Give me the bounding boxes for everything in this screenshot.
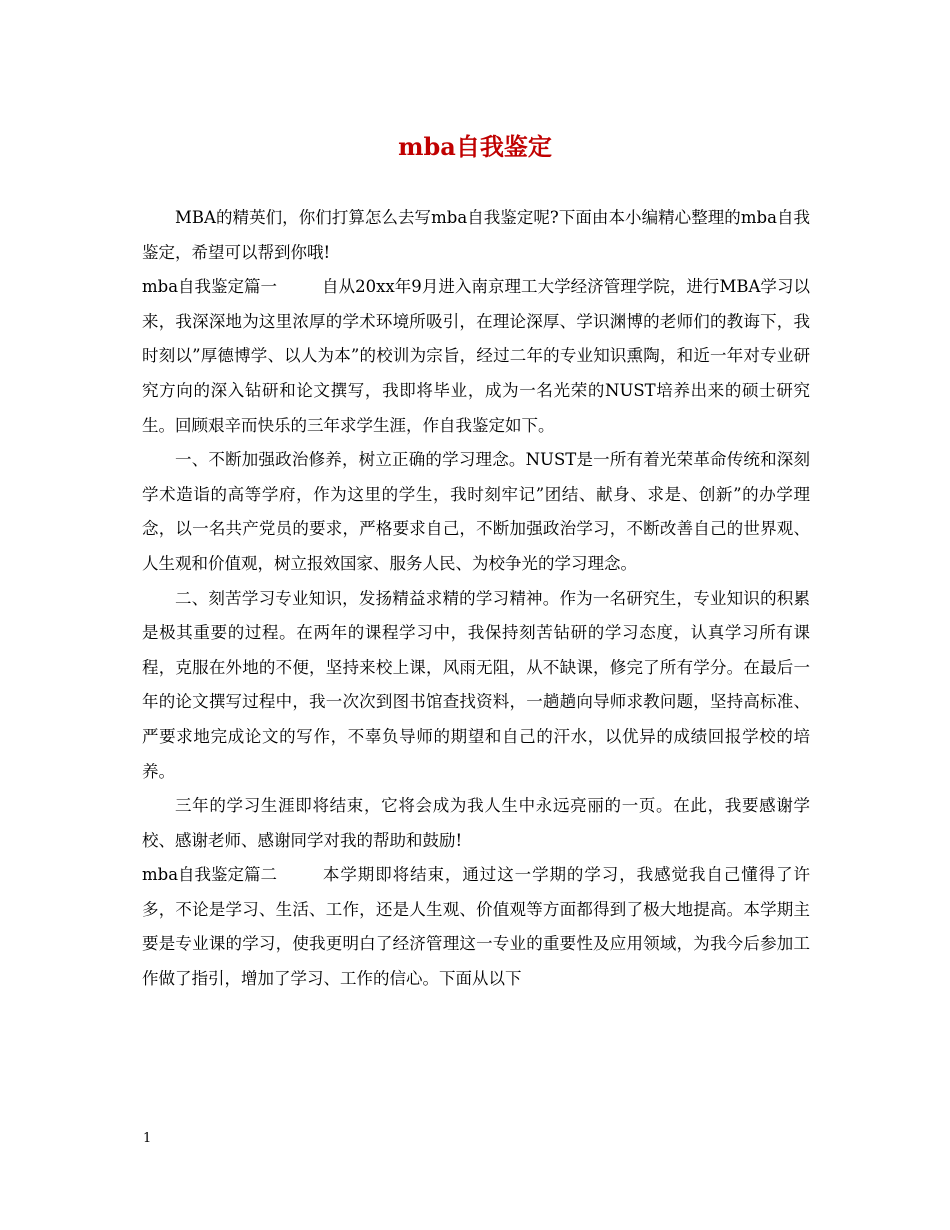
paragraph-intro xyxy=(142,201,810,270)
paragraph-conclusion xyxy=(142,789,810,858)
section-heading: mba自我鉴定篇一 xyxy=(142,277,278,297)
paragraph-point-one xyxy=(142,443,810,581)
paragraph-text: 二、刻苦学习专业知识，发扬精益求精的学习精神。作为一名研究生，专业知识的积累是极其重要的过程。在两年的课程学习中，我保持刻苦钻研的学习态度，认真学习所有课程，克服在外地的不便，坚持来校上课，风雨无阻，从不缺课，修完了所有学分。在最后一年的论文撰写过程中，我一次次到图书馆查找资料，一趟趟向导师求教问题，坚持高标准、严要求地完成论文的写作，不辜负导师的期望和自己的汗水，以优异的成绩回报学校的培养。 xyxy=(142,588,810,781)
page-number: 1 xyxy=(143,1131,152,1146)
paragraph-text: 本学期即将结束，通过这一学期的学习，我感觉我自己懂得了许多，不论是学习、生活、工作，还是人生观、价值观等方面都得到了极大地提高。本学期主要是专业课的学习，使我更明白了经济管理这一专业的重要性及应用领域，为我今后参加工作做了指引，增加了学习、工作的信心。下面从以下 xyxy=(142,865,810,989)
document-title: mba自我鉴定 xyxy=(398,132,552,161)
paragraph-section-one xyxy=(142,270,810,443)
paragraph-text: 自从20xx年9月进入南京理工大学经济管理学院，进行MBA学习以来，我深深地为这里浓厚的学术环境所吸引，在理论深厚、学识渊博的老师们的教诲下，我时刻以”厚德博学、以人为本”的校训为宗旨，经过二年的专业知识熏陶，和近一年对专业研究方向的深入钻研和论文撰写，我即将毕业，成为一名光荣的NUST培养出来的硕士研究生。回顾艰辛而快乐的三年求学生涯，作自我鉴定如下。 xyxy=(142,277,810,435)
paragraph-text: 三年的学习生涯即将结束，它将会成为我人生中永远亮丽的一页。在此，我要感谢学校、感谢老师、感谢同学对我的帮助和鼓励! xyxy=(142,796,810,850)
section-heading: mba自我鉴定篇二 xyxy=(142,865,278,885)
paragraph-point-two xyxy=(142,582,810,790)
document-body xyxy=(142,201,810,997)
paragraph-text: 一、不断加强政治修养，树立正确的学习理念。NUST是一所有着光荣革命传统和深刻学术造诣的高等学府，作为这里的学生，我时刻牢记”团结、献身、求是、创新”的办学理念，以一名共产党员的要求，严格要求自己，不断加强政治学习，不断改善自己的世界观、人生观和价值观，树立报效国家、服务人民、为校争光的学习理念。 xyxy=(142,450,810,573)
paragraph-section-two xyxy=(142,858,810,996)
paragraph-text: MBA的精英们，你们打算怎么去写mba自我鉴定呢?下面由本小编精心整理的mba自我鉴定，希望可以帮到你哦! xyxy=(142,208,810,262)
